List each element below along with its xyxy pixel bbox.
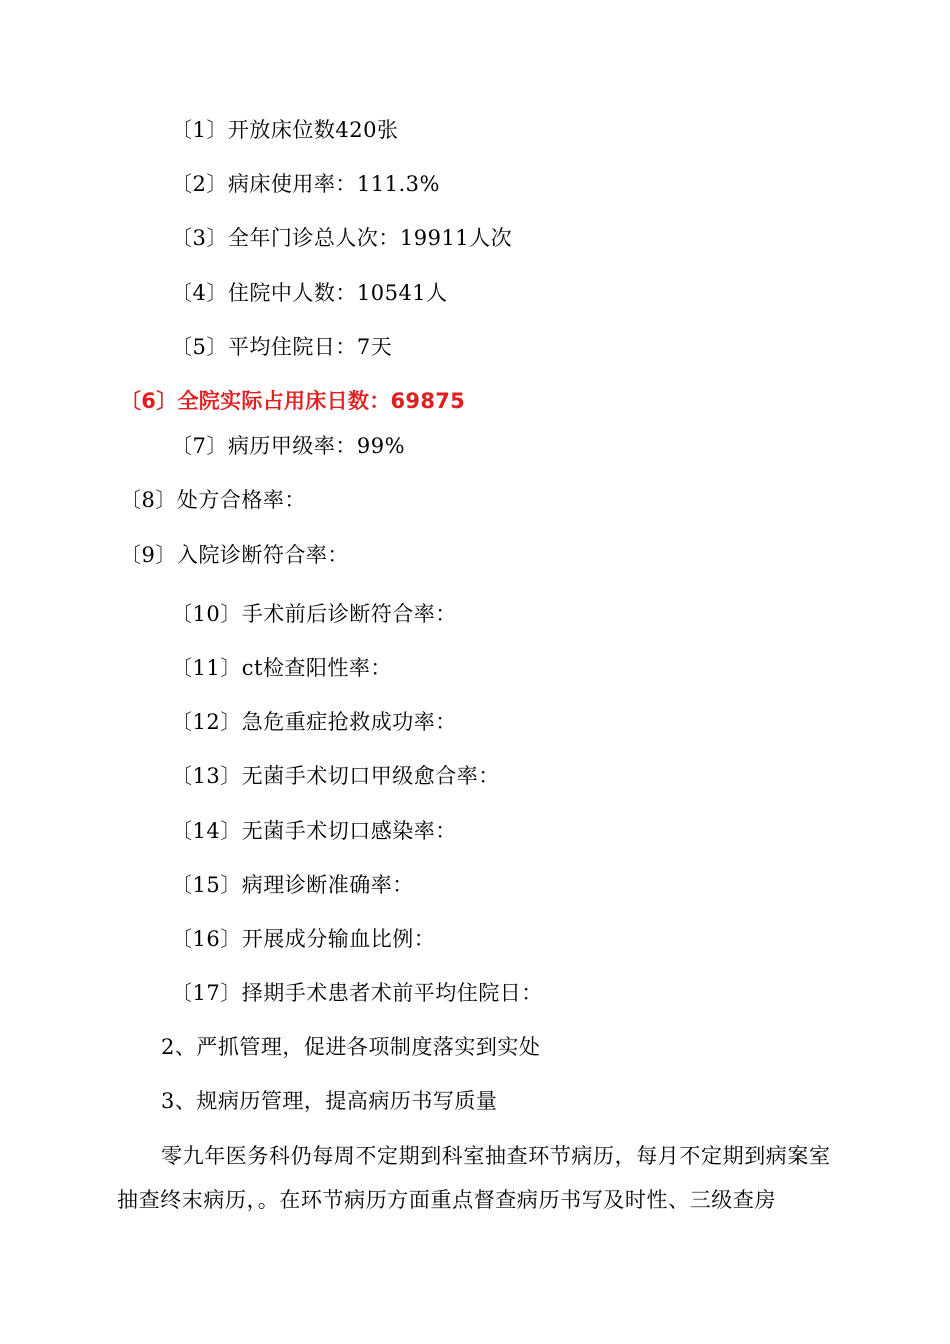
stat-item-16: 〔16〕开展成分输血比例： <box>171 927 436 951</box>
section-heading-3: 3、规病历管理，提高病历书写质量 <box>161 1089 498 1113</box>
stat-item-10: 〔10〕手术前后诊断符合率： <box>171 602 457 626</box>
stat-item-3: 〔3〕全年门诊总人次：19911人次 <box>171 226 513 250</box>
stat-item-11: 〔11〕ct检查阳性率： <box>171 656 392 680</box>
stat-item-6-highlighted: 〔6〕全院实际占用床日数：69875 <box>120 389 466 413</box>
stat-item-1: 〔1〕开放床位数420张 <box>171 118 399 142</box>
stat-item-14: 〔14〕无菌手术切口感染率： <box>171 819 457 843</box>
stat-item-9: 〔9〕入院诊断符合率： <box>120 543 349 567</box>
stat-item-5: 〔5〕平均住院日：7天 <box>171 335 393 359</box>
stat-item-2: 〔2〕病床使用率：111.3% <box>171 172 440 196</box>
stat-item-15: 〔15〕病理诊断准确率： <box>171 873 414 897</box>
stat-item-8: 〔8〕处方合格率： <box>120 488 306 512</box>
stat-item-13: 〔13〕无菌手术切口甲级愈合率： <box>171 764 500 788</box>
stat-item-7: 〔7〕病历甲级率：99% <box>171 434 406 458</box>
section-heading-2: 2、严抓管理，促进各项制度落实到实处 <box>161 1035 541 1059</box>
stat-item-12: 〔12〕急危重症抢救成功率： <box>171 710 457 734</box>
stat-item-4: 〔4〕住院中人数：10541人 <box>171 281 448 305</box>
stat-item-17: 〔17〕择期手术患者术前平均住院日： <box>171 981 543 1005</box>
body-paragraph: 零九年医务科仍每周不定期到科室抽查环节病历，每月不定期到病案室抽查终末病历，。在环节病历方面重点督查病历书写及时性、三级查房 <box>117 1144 831 1212</box>
